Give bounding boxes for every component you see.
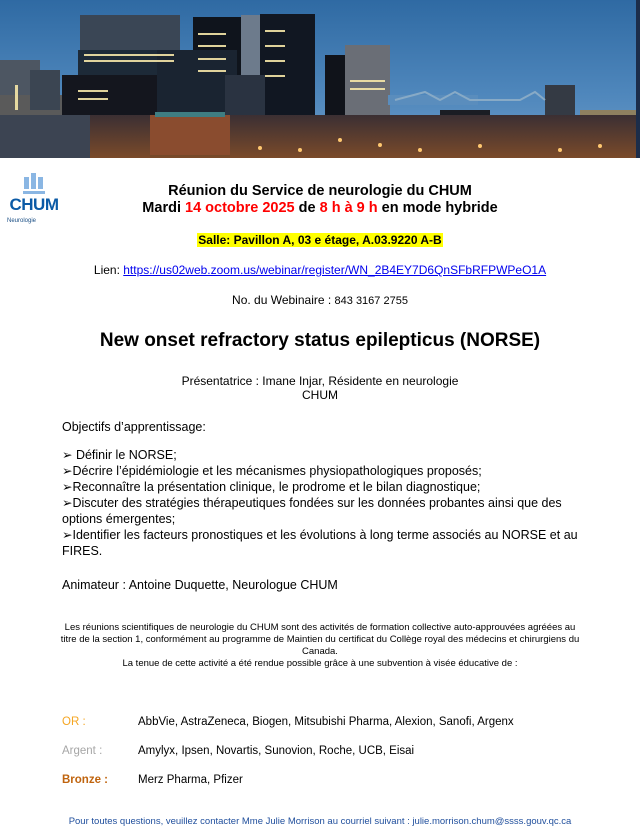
objective-item: ➢Reconnaître la présentation clinique, le prodrome et le bilan diagnostique; <box>62 480 481 494</box>
animator: Animateur : Antoine Duquette, Neurologue CHUM <box>62 578 338 592</box>
date-prefix: Mardi <box>142 200 185 216</box>
sponsor-names: Merz Pharma, Pfizer <box>138 774 243 786</box>
sponsor-names: Amylyx, Ipsen, Novartis, Sunovion, Roche, UCB, Eisai <box>138 745 415 757</box>
objectives-list <box>62 447 582 559</box>
objective-item: ➢ Définir le NORSE; <box>62 448 177 462</box>
presenter-line: Présentatrice : Imane Injar, Résidente en neurologie <box>181 374 459 388</box>
talk-title: New onset refractory status epilepticus (NORSE) <box>99 330 541 351</box>
date-mid: de <box>294 200 320 216</box>
objective-item: ➢Identifier les facteurs pronostiques et les évolutions à long terme associés au NORSE et au FIRES. <box>62 528 578 558</box>
objectives-title: Objectifs d’apprentissage: <box>62 420 206 434</box>
presenter-info <box>0 374 640 402</box>
city-skyline-photo <box>0 0 640 158</box>
webinar-label: No. du Webinaire : <box>232 293 335 307</box>
meeting-time: 8 h à 9 h <box>319 200 378 216</box>
zoom-link-row <box>0 263 640 277</box>
bullet-arrow-icon: ➢ <box>62 448 73 462</box>
presenter-affiliation: CHUM <box>302 388 338 402</box>
objective-item: ➢Discuter des stratégies thérapeutiques fondées sur les données probantes ainsi que des options émergentes; <box>62 496 562 526</box>
sponsor-names: AbbVie, AstraZeneca, Biogen, Mitsubishi Pharma, Alexion, Sanofi, Argenx <box>138 716 514 728</box>
sponsor-tier-label: Argent : <box>62 745 103 757</box>
logo-name: CHUM <box>9 195 59 214</box>
meeting-title: Réunion du Service de neurologie du CHUM <box>168 183 472 199</box>
meeting-mode: en mode hybride <box>377 200 498 216</box>
meeting-date: 14 octobre 2025 <box>185 200 295 216</box>
webinar-number: 843 3167 2755 <box>334 295 408 307</box>
objective-item: ➢Décrire l’épidémiologie et les mécanismes physiopathologiques proposés; <box>62 464 482 478</box>
meeting-date-line <box>0 200 640 217</box>
accreditation-notice <box>0 622 640 670</box>
link-label: Lien: <box>93 263 124 277</box>
logo-subtitle: Neurologie <box>7 218 37 224</box>
header-banner-image <box>0 0 640 158</box>
bullet-arrow-icon: ➢ <box>62 464 73 478</box>
sponsorship-notice: La tenue de cette activité a été rendue possible grâce à une subvention à visée éducative de : <box>122 658 518 669</box>
bullet-arrow-icon: ➢ <box>62 480 73 494</box>
sponsor-tier-label: Bronze : <box>62 774 108 786</box>
meeting-location <box>0 233 640 247</box>
contact-info: Pour toutes questions, veuillez contacter Mme Julie Morrison au courriel suivant : julie.morrison.chum@ssss.gouv.qc.ca <box>68 816 572 827</box>
bullet-arrow-icon: ➢ <box>62 496 73 510</box>
zoom-registration-link[interactable]: https://us02web.zoom.us/webinar/register/WN_2B4EY7D6QnSFbRFPWPeO1A <box>123 263 547 277</box>
bullet-arrow-icon: ➢ <box>62 528 73 542</box>
sponsor-tier-label: OR : <box>62 716 86 728</box>
accreditation-text: Les réunions scientifiques de neurologie du CHUM sont des activités de formation collective auto-approuvées agréées au titre de la section 1, conformément au programme de Maintien du certificat du Collège royal des médecins et chirurgiens du Canada. <box>60 622 580 657</box>
webinar-number-row <box>0 293 640 307</box>
location-text: Salle: Pavillon A, 03 e étage, A.03.9220 A-B <box>198 233 442 247</box>
